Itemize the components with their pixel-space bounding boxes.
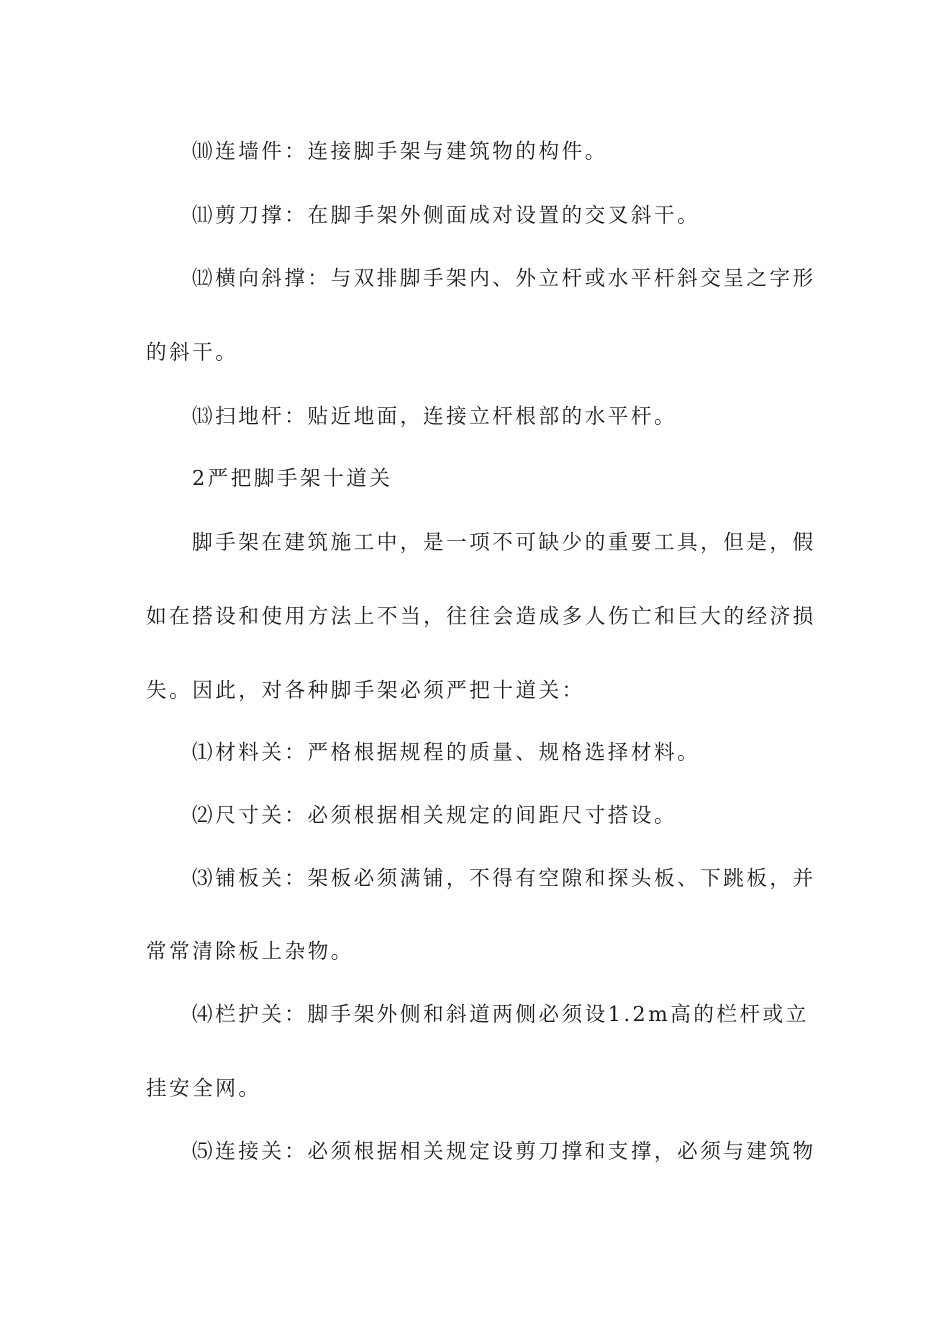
paragraph-transverse-brace: ⑿横向斜撑：与双排脚手架内、外立杆或水平杆斜交呈之字形	[192, 266, 816, 290]
paragraph-material-check: ⑴材料关：严格根据规程的质量、规格选择材料。	[192, 740, 701, 764]
paragraph-transverse-brace-cont: 的斜干。	[146, 340, 239, 364]
paragraph-intro-cont-2: 失。因此，对各种脚手架必须严把十道关：	[146, 678, 585, 702]
section-heading: 2严把脚手架十道关	[192, 466, 393, 490]
paragraph-scissor-brace: ⑾剪刀撑：在脚手架外侧面成对设置的交叉斜干。	[192, 203, 701, 227]
paragraph-board-check-cont: 常常清除板上杂物。	[146, 939, 354, 963]
paragraph-intro: 脚手架在建筑施工中，是一项不可缺少的重要工具，但是，假	[192, 530, 816, 554]
paragraph-board-check: ⑶铺板关：架板必须满铺，不得有空隙和探头板、下跳板，并	[192, 866, 816, 890]
paragraph-wall-tie: ⑽连墙件：连接脚手架与建筑物的构件。	[192, 139, 608, 163]
paragraph-connection-check: ⑸连接关：必须根据相关规定设剪刀撑和支撑，必须与建筑物	[192, 1139, 816, 1163]
paragraph-size-check: ⑵尺寸关：必须根据相关规定的间距尺寸搭设。	[192, 803, 678, 827]
paragraph-guard-check-cont: 挂安全网。	[146, 1076, 262, 1100]
paragraph-guard-check: ⑷栏护关：脚手架外侧和斜道两侧必须设1.2m高的栏杆或立	[192, 1002, 809, 1026]
paragraph-intro-cont-1: 如在搭设和使用方法上不当，往往会造成多人伤亡和巨大的经济损	[146, 604, 816, 628]
paragraph-sweep-rod: ⒀扫地杆：贴近地面，连接立杆根部的水平杆。	[192, 404, 678, 428]
